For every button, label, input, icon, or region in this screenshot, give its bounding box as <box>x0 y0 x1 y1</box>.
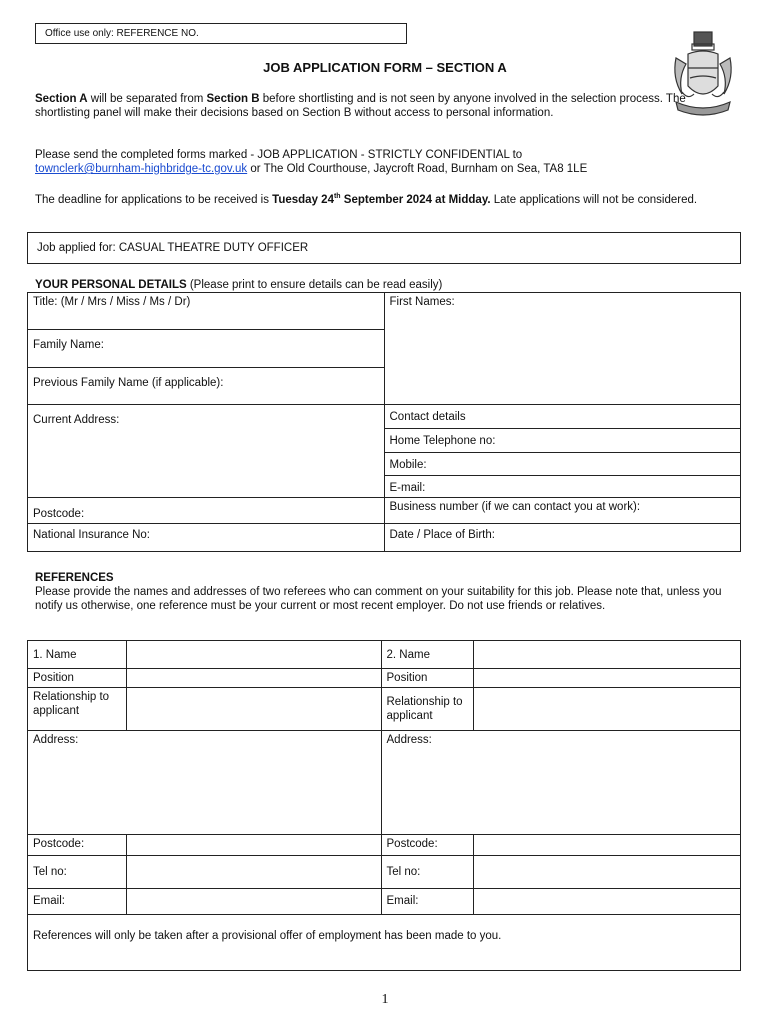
referee-2-name-label: 2. Name <box>381 641 474 669</box>
office-reference-box[interactable]: Office use only: REFERENCE NO. <box>35 23 407 44</box>
referee-1-email-input[interactable] <box>126 889 381 915</box>
family-name-field[interactable]: Family Name: <box>28 330 385 368</box>
business-number-field[interactable]: Business number (if we can contact you at work): <box>384 498 741 524</box>
postcode-field[interactable]: Postcode: <box>28 498 385 524</box>
references-note: References will only be taken after a provisional offer of employment has been made to you. <box>28 915 741 971</box>
section-a-label: Section A <box>35 93 88 105</box>
personal-heading-bold: YOUR PERSONAL DETAILS <box>35 279 187 291</box>
mobile-field[interactable]: Mobile: <box>384 453 741 476</box>
personal-details-table <box>27 292 741 552</box>
email-link[interactable]: townclerk@burnham-highbridge-tc.gov.uk <box>35 163 248 175</box>
referee-2-position-input[interactable] <box>474 669 741 688</box>
referee-2-postcode-label: Postcode: <box>381 835 474 856</box>
referee-2-name-input[interactable] <box>474 641 741 669</box>
referee-2-relationship-label: Relationship to applicant <box>381 688 474 731</box>
referee-2-postcode-input[interactable] <box>474 835 741 856</box>
referee-2-email-input[interactable] <box>474 889 741 915</box>
first-names-field[interactable]: First Names: <box>384 293 741 405</box>
intro-paragraph-1 <box>35 92 735 120</box>
contact-details-label: Contact details <box>384 405 741 429</box>
referee-1-relationship-label: Relationship to applicant <box>28 688 127 731</box>
current-address-field[interactable]: Current Address: <box>28 405 385 498</box>
references-table <box>27 640 741 971</box>
personal-details-heading <box>35 278 735 292</box>
intro-text: will be separated from <box>87 93 207 105</box>
referee-1-relationship-input[interactable] <box>126 688 381 731</box>
referee-1-tel-label: Tel no: <box>28 856 127 889</box>
home-telephone-field[interactable]: Home Telephone no: <box>384 429 741 453</box>
referee-1-tel-input[interactable] <box>126 856 381 889</box>
referee-1-position-input[interactable] <box>126 669 381 688</box>
referee-2-address-field[interactable]: Address: <box>381 731 741 835</box>
referee-2-tel-input[interactable] <box>474 856 741 889</box>
referee-2-tel-label: Tel no: <box>381 856 474 889</box>
referee-1-postcode-input[interactable] <box>126 835 381 856</box>
send-instructions: Please send the completed forms marked - JOB APPLICATION - STRICTLY CONFIDENTIAL to <box>35 149 523 161</box>
referee-1-name-label: 1. Name <box>28 641 127 669</box>
referee-1-position-label: Position <box>28 669 127 688</box>
intro-paragraph-2 <box>35 148 735 176</box>
referee-1-email-label: Email: <box>28 889 127 915</box>
deadline-note: Late applications will not be considered. <box>490 193 698 206</box>
intro-paragraph-3 <box>35 190 735 207</box>
referee-2-position-label: Position <box>381 669 474 688</box>
date-place-of-birth-field[interactable]: Date / Place of Birth: <box>384 524 741 552</box>
title-field[interactable]: Title: (Mr / Mrs / Miss / Ms / Dr) <box>28 293 385 330</box>
referee-2-relationship-input[interactable] <box>474 688 741 731</box>
intro-text: before shortlisting and is not seen by anyone involved in the selection process. The shortlisting panel will make their decisions based on Section B without access to personal information. <box>35 93 686 119</box>
referee-1-name-input[interactable] <box>126 641 381 669</box>
job-applied-box[interactable]: Job applied for: CASUAL THEATRE DUTY OFFICER <box>27 232 741 264</box>
section-b-label: Section B <box>206 93 260 105</box>
deadline-date: Tuesday 24th September 2024 at Midday. <box>272 193 491 206</box>
email-field[interactable]: E-mail: <box>384 476 741 498</box>
national-insurance-field[interactable]: National Insurance No: <box>28 524 385 552</box>
referee-2-email-label: Email: <box>381 889 474 915</box>
previous-family-name-field[interactable]: Previous Family Name (if applicable): <box>28 368 385 405</box>
references-section <box>35 571 735 613</box>
form-title: JOB APPLICATION FORM – SECTION A <box>263 60 507 75</box>
references-heading: REFERENCES <box>35 572 114 584</box>
references-instructions: Please provide the names and addresses of two referees who can comment on your suitability for this job. Please note that, unless you notify us otherwise, one reference must be your current or most recent employer. Do not use friends or relatives. <box>35 586 722 612</box>
page-number: 1 <box>381 992 389 1007</box>
personal-heading-note: (Please print to ensure details can be read easily) <box>186 279 443 291</box>
postal-address: or The Old Courthouse, Jaycroft Road, Burnham on Sea, TA8 1LE <box>247 163 588 175</box>
referee-1-postcode-label: Postcode: <box>28 835 127 856</box>
referee-1-address-field[interactable]: Address: <box>28 731 382 835</box>
deadline-text: The deadline for applications to be received is <box>35 193 273 206</box>
